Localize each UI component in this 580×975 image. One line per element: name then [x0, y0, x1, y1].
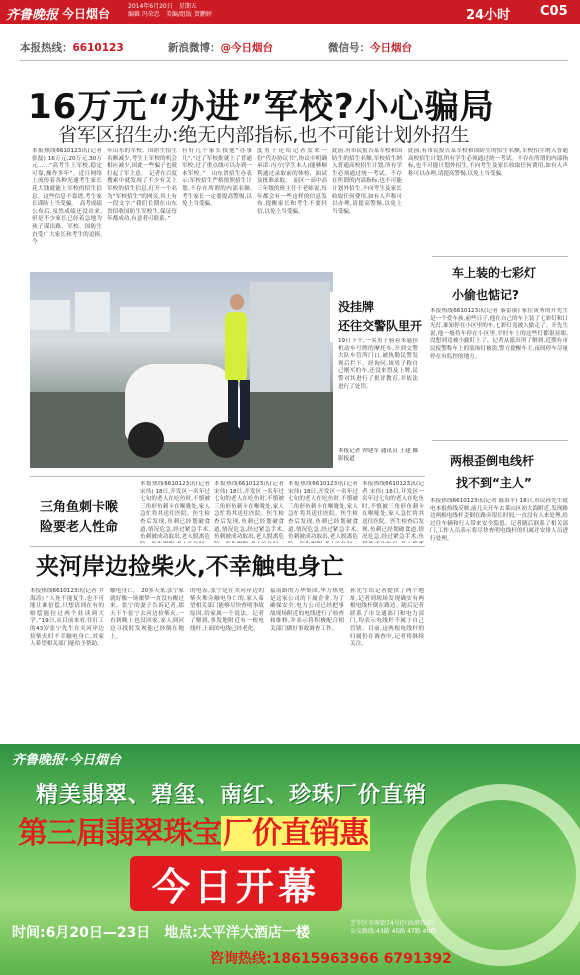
- photo-story-title-2: 还往交警队里开: [338, 319, 423, 333]
- hotline-weibo: [168, 40, 273, 55]
- hotline-wechat: [328, 40, 412, 55]
- story-wire-body: 本报热线6610123讯(记者 陈海平) 18日,市民孙先生致电本报热线反映,前几天开车去莱山区初大海附近,发现路边两根电线杆歪倒在路旁很长时间,一直没有人来处理,给过往车辆和行人带来安全隐患。记者随后联系了相关部门,工作人员表示将尽快查明电线杆的归属并安排人员进行处理。: [430, 498, 568, 542]
- hotline-weibo-label: 新浪微博：: [168, 42, 221, 54]
- story-car-title-1: 车上装的七彩灯: [452, 266, 537, 280]
- story2-col1: 本报热线6610123讯(记者 尹海涛) “人死不能复生,也不可能让谁倍偿,只想请到在有的赔偿能拉过两个娃读到大学。”19日,从目前来看,往打工的43岁张宁先生在夹河岸边捡柴火时不幸触电身亡,其家人希望相关部门能给予帮助。: [30, 588, 104, 648]
- divider: [20, 60, 568, 61]
- story2-col5: 孙先生给记者提供了两个地址,记者到现场发现确实有两根电线杆倒在路边。随后记者联系了市交通部门和电力部门,均表示电线杆不属于自己管辖。目前,这两根电线杆的归属仍在调查中,记者将继续关注。: [350, 588, 424, 648]
- edition-label: 24小时: [466, 8, 511, 23]
- story2-col4: 福南路的万华集团,华力热电是这家公司的下属企业,为了确保安全,电力公司已经把事故现场附近的电线进行了检查和维修,并表示将积极配合相关部门做好事故调查工作。: [270, 588, 344, 632]
- story-fish-col4: 本报热线6610123讯(记者 宋伟) 18日,开发区一名年过七旬的老人在吃鱼时,不慎被三角形鱼刺卡在喉咙处,家人急忙将其送往医院。医生检查后发现,鱼刺已经划破食道,情况危急,经过紧急手术,鱼: [362, 481, 424, 541]
- story-fish-title-2: 险要老人性命: [40, 520, 119, 535]
- story1-col4: 度男子还给记者发来一份“代办协议书”,协议中明确承诺:丙方(学生本人)能够顺利通过录取前的体检、面试及批准录取。 而区一高中高三年级的班主任于老师说,每年都会有一些这样的信息发布,提醒家长和考生不要轻信,以免上当受骗。: [257, 148, 327, 215]
- ad-hotline: 咨询热线:18615963966 6791392: [210, 951, 452, 967]
- ad-logo: 齐鲁晚报·今日烟台: [12, 753, 121, 768]
- photo-story-credit: 本报记者 钟建军 通讯员 王建 摄影报道: [338, 448, 418, 462]
- photo-story-body: 19日下午,一名男子骑着未悬挂机动车号牌的摩托车,开到交警大队车管所门口,被执勤民警发现后拦下。经询问,该男子称自己刚买的车,还没来得及上牌,民警对其进行了批评教育,并依法进行了处罚。: [338, 338, 418, 390]
- story1-col2: 年山东的军校、国防生招生名额减少,考生上军校的机会相应减少,因此一些骗子也就打起了军主意。 记者在百度搜索中就发现了不少有关上军校的招生信息,打开一个名为“军校招生”的网页,其上有一段文字:“我们长期在山东省招收国防生军校生,保证每年都成功,有意者可联系。”: [107, 148, 177, 223]
- ad-line-event: [18, 808, 370, 852]
- story1-col6: 此前,有市民报告某军校和国防生的招生名额,军校招生纳入普通高校招生计划,所有学生必须通过统一考试。不存在所谓的内部指标,也不可能计划外招生,不向考生及家长收取任何费用,如有人声称可以办理,请提高警惕,以免上当受骗。: [408, 148, 568, 177]
- story1-col3: 有好几个家长找他“办事儿”,“过了军校批就上了普通军校,过了重点线可以办到一本军校。” 山东省招生办表示:军校招生严格按照招生计划,不存在所谓的内部名额,考生家长一定要提高警惕,以免上当受骗。: [182, 148, 252, 208]
- story-wire-title-1: 两根歪倒电线杆: [450, 454, 535, 468]
- news-photo-police-motorcycle: [30, 272, 333, 468]
- newspaper-logo: 齐鲁晚报: [6, 8, 59, 23]
- story-fish-col2: 本报热线6610123讯(记者 宋伟) 18日,开发区一名年过七旬的老人在吃鱼时,不慎被三角形鱼刺卡在喉咙处,家人急忙将其送往医院。医生检查后发现,鱼刺已经划破食道,情况危急,经过紧急手术,鱼刺被成功取出,老人脱离危: [214, 481, 284, 541]
- story1-headline: 16万元“办进”军校?小心骗局: [28, 87, 495, 127]
- section-title: 今日烟台: [62, 7, 111, 21]
- photo-story-title-1: 没挂牌: [338, 300, 375, 314]
- ad-time-location: 时间:6月20日—23日 地点:太平洋大酒店一楼: [12, 925, 310, 941]
- ad-event-name: 第三届翡翠珠宝: [18, 816, 221, 851]
- ad-line-products: 精美翡翠、碧玺、南红、珍珠厂价直销: [36, 783, 428, 808]
- story-fish-title-1: 三角鱼刺卡喉: [40, 500, 119, 515]
- story2-col3: 的电表,张宁是在夹河岸边的柴火堆旁触电身亡的,家人希望相关部门能够尽快查明事故原因,给家属一个说法。记者了解到,事发地附近有一根电线杆,上面的电线已经老化。: [190, 588, 264, 632]
- page-number: C05: [540, 4, 568, 19]
- hotline-wechat-value: 今日烟台: [370, 42, 412, 54]
- ad-address-line: 芝罘区市府街74号(区政府西邻): [350, 920, 435, 927]
- story-car-title-2: 小偷也惦记?: [452, 288, 519, 302]
- divider: [432, 440, 568, 441]
- ad-address: [350, 920, 436, 936]
- story-fish-col3: 本报热线6610123讯(记者 宋伟) 18日,开发区一名年过七旬的老人在吃鱼时,不慎被三角形鱼刺卡在喉咙处,家人急忙将其送往医院。医生检查后发现,鱼刺已经划破食道,情况危急,经过紧急手术,鱼刺被成功取出,老人脱离危: [288, 481, 358, 541]
- divider: [30, 546, 425, 547]
- story2-col2: 触电身亡。 20多天来,张宁家就好像一场噩梦一直没有醒过来。张宁的妻子告诉记者,那天下午张宁去河边捡柴火,一直到晚上也没回家,家人到河边寻找时发现他已经倒在地上。: [110, 588, 184, 640]
- story1-subhead: 省军区招生办:绝无内部指标,也不可能计划外招生: [58, 124, 470, 146]
- hotline-tel: [20, 40, 124, 55]
- divider: [30, 476, 425, 477]
- issue-editors: 编辑 冯荣忠 美编/组版 贺鹏婷: [128, 11, 212, 18]
- story-fish-col1: 本报热线6610123讯(记者 宋伟) 18日,开发区一名年过七旬的老人在吃鱼时,不慎被三角形鱼刺卡在喉咙处,家人急忙将其送往医院。医生检查后发现,鱼刺已经划破食道,情况危急,经过紧急手术,鱼刺被成功取出,老人脱离危: [140, 481, 210, 541]
- ad-event-highlight: 厂价直销惠: [223, 816, 368, 851]
- ad-bus-routes: 公交路线:43路 45路 47路 49路: [350, 928, 437, 935]
- jade-bangle-image: [410, 784, 580, 966]
- ad-opening-banner: 今日开幕: [130, 856, 342, 911]
- issue-info: [128, 3, 212, 19]
- hotline-weibo-value: @今日烟台: [220, 42, 273, 54]
- story1-col1: 本报热线6610123讯(记者 张磊) 16万元,20万元,30万元……“高考生上军校,稳定可靠,操作多年”。近日网络上流传着各种光速考生家长花大钱就能上军校的招生信息。这些信息不靠谱,考生家长谨防上当受骗。 高考成绩公布后,虽然成绩还没出来,但是不少家长已经着急地为孩子谋出路。军校、国防生直受广大家长和考生的追捧,今: [32, 148, 102, 246]
- story1-col5: 此前,有市民报告某军校和国防生的招生名额,军校招生纳入普通高校招生计划,所有学生必须通过统一考试。不存在所谓的内部指标,也不可能计划外招生,不向考生及家长收取任何费用,如有人声称可以办理,请提高警惕,以免上当受骗。: [332, 148, 402, 215]
- hotline-wechat-label: 微信号：: [328, 42, 370, 54]
- hotline-tel-label: 本报热线：: [20, 42, 73, 54]
- story-car-body: 本报热线6610123讯(记者 秦雷丽) 家住黄务的开先生是一个爱车族,前些日子,他在自己的车上装了七彩灯和日光灯,谁知停在小区里的车,七彩灯竟被人偷走了。开先生说,他一般将车停在小区里,平时车上的这些灯都很显眼,没想到竟被小偷盯上了。记者从派出所了解到,近期有市民报警称车上的装饰灯被盗,警方提醒车主,夜间停车尽量停在有监控的地方。: [430, 308, 568, 360]
- issue-date: 2014年6月20日 星期五: [128, 3, 197, 10]
- story-wire-title-2: 找不到“主人”: [456, 476, 532, 490]
- hotline-tel-value: 6610123: [72, 42, 124, 54]
- story2-headline: 夹河岸边捡柴火,不幸触电身亡: [36, 554, 344, 580]
- divider: [432, 256, 568, 257]
- jewelry-advertisement: [0, 744, 580, 975]
